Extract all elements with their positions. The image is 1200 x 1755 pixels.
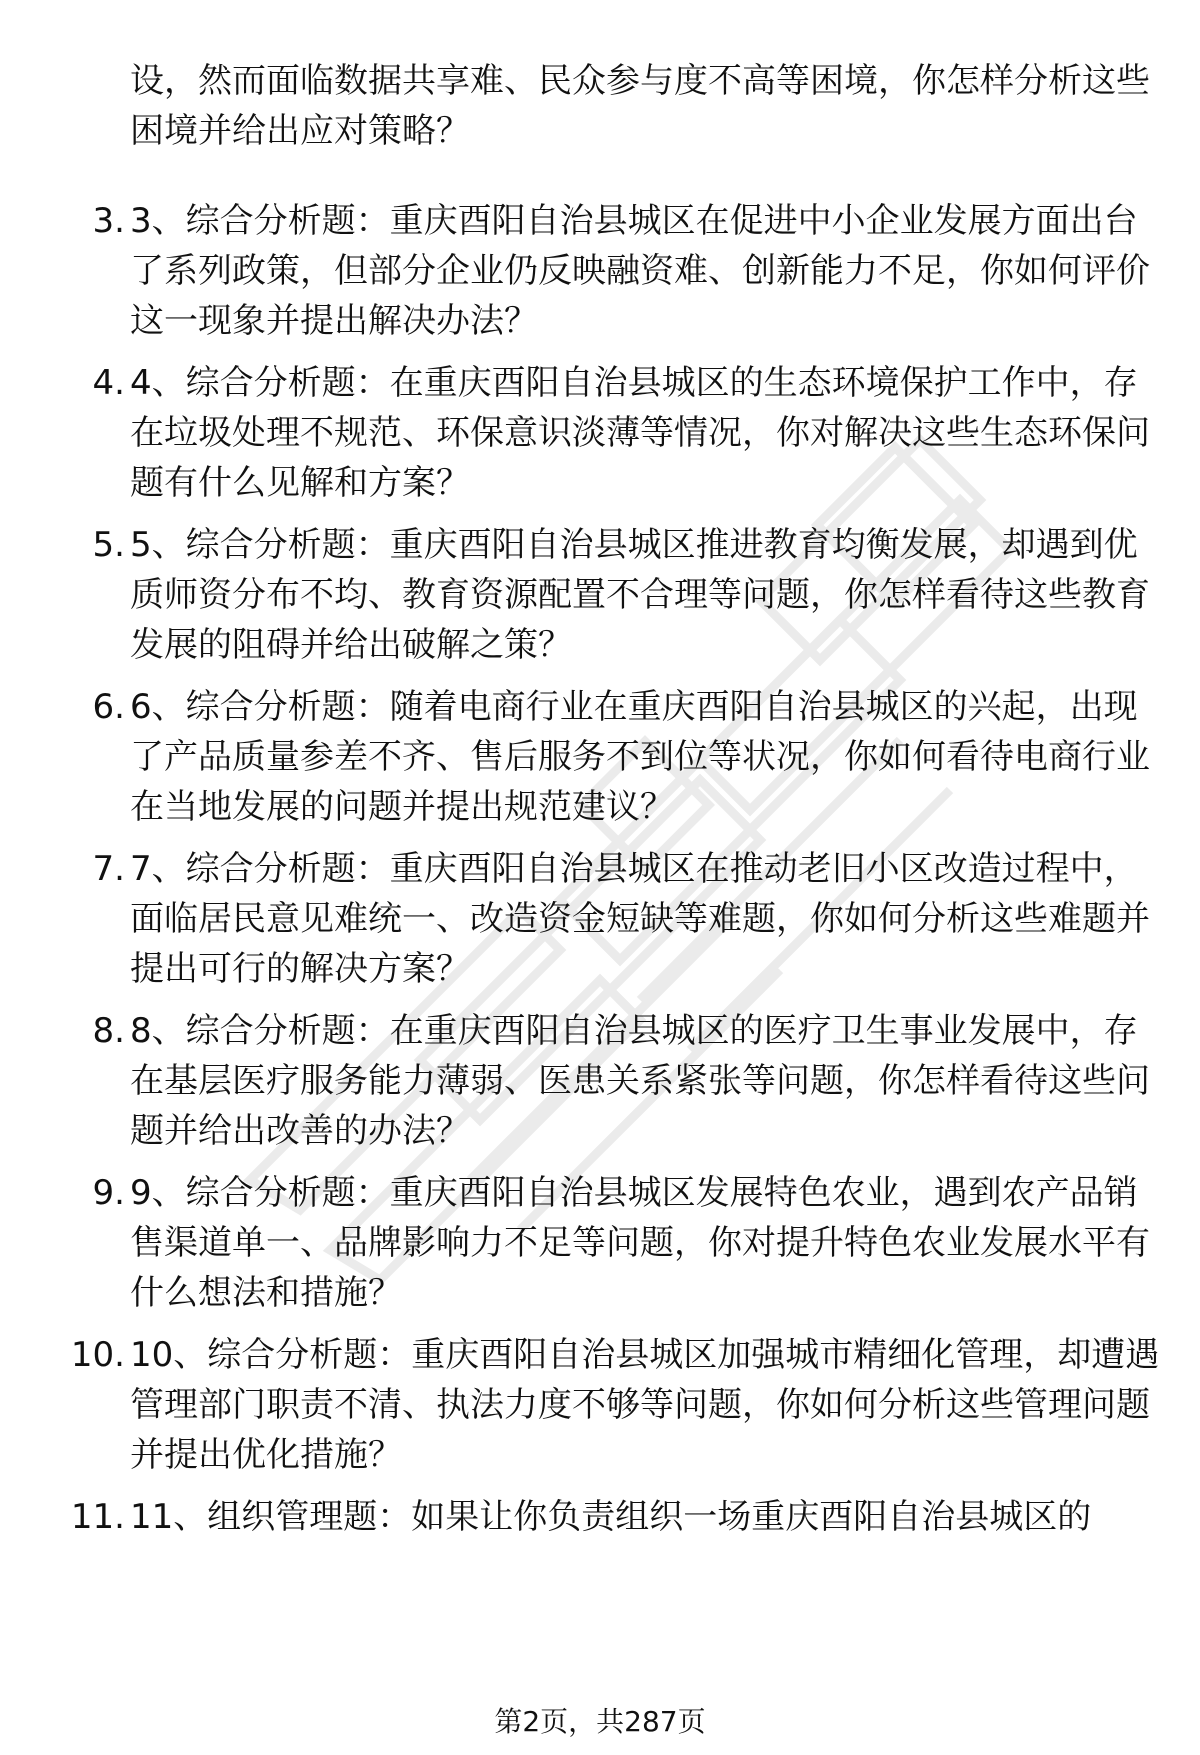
question-number: 10. bbox=[70, 1335, 125, 1375]
page-footer: 第2页，共287页 bbox=[494, 1705, 706, 1738]
question-number: 8. bbox=[92, 1011, 125, 1051]
question-number: 6. bbox=[92, 687, 125, 727]
question-number: 3. bbox=[92, 201, 125, 241]
question-text: 6、综合分析题：随着电商行业在重庆酉阳自治县城区的兴起，出现了产品质量参差不齐、售后服务不到位等状况，你如何看待电商行业在当地发展的问题并提出规范建议？ bbox=[130, 687, 1150, 827]
question-number: 4. bbox=[92, 363, 125, 403]
question-number: 7. bbox=[92, 849, 125, 889]
question-number: 5. bbox=[92, 525, 125, 565]
question-number: 9. bbox=[92, 1173, 125, 1213]
question-text: 10、综合分析题：重庆酉阳自治县城区加强城市精细化管理，却遭遇管理部门职责不清、执法力度不够等问题，你如何分析这些管理问题并提出优化措施？ bbox=[130, 1335, 1160, 1475]
question-text: 3、综合分析题：重庆酉阳自治县城区在促进中小企业发展方面出台了系列政策，但部分企业仍反映融资难、创新能力不足，你如何评价这一现象并提出解决办法？ bbox=[130, 201, 1150, 341]
question-text: 7、综合分析题：重庆酉阳自治县城区在推动老旧小区改造过程中，面临居民意见难统一、改造资金短缺等难题，你如何分析这些难题并提出可行的解决方案？ bbox=[130, 849, 1150, 989]
question-text: 11、组织管理题：如果让你负责组织一场重庆酉阳自治县城区的 bbox=[130, 1497, 1092, 1537]
question-text: 8、综合分析题：在重庆酉阳自治县城区的医疗卫生事业发展中，存在基层医疗服务能力薄弱、医患关系紧张等问题，你怎样看待这些问题并给出改善的办法？ bbox=[130, 1011, 1150, 1151]
question-text: 4、综合分析题：在重庆酉阳自治县城区的生态环境保护工作中，存在垃圾处理不规范、环保意识淡薄等情况，你对解决这些生态环保问题有什么见解和方案？ bbox=[130, 363, 1150, 503]
continuation-paragraph: 设，然而面临数据共享难、民众参与度不高等困境，你怎样分析这些困境并给出应对策略？ bbox=[130, 61, 1150, 151]
question-text: 9、综合分析题：重庆酉阳自治县城区发展特色农业，遇到农产品销售渠道单一、品牌影响力不足等问题，你对提升特色农业发展水平有什么想法和措施？ bbox=[130, 1173, 1150, 1313]
question-number: 11. bbox=[70, 1497, 125, 1537]
question-text: 5、综合分析题：重庆酉阳自治县城区推进教育均衡发展，却遇到优质师资分布不均、教育资源配置不合理等问题，你怎样看待这些教育发展的阻碍并给出破解之策？ bbox=[130, 525, 1150, 665]
